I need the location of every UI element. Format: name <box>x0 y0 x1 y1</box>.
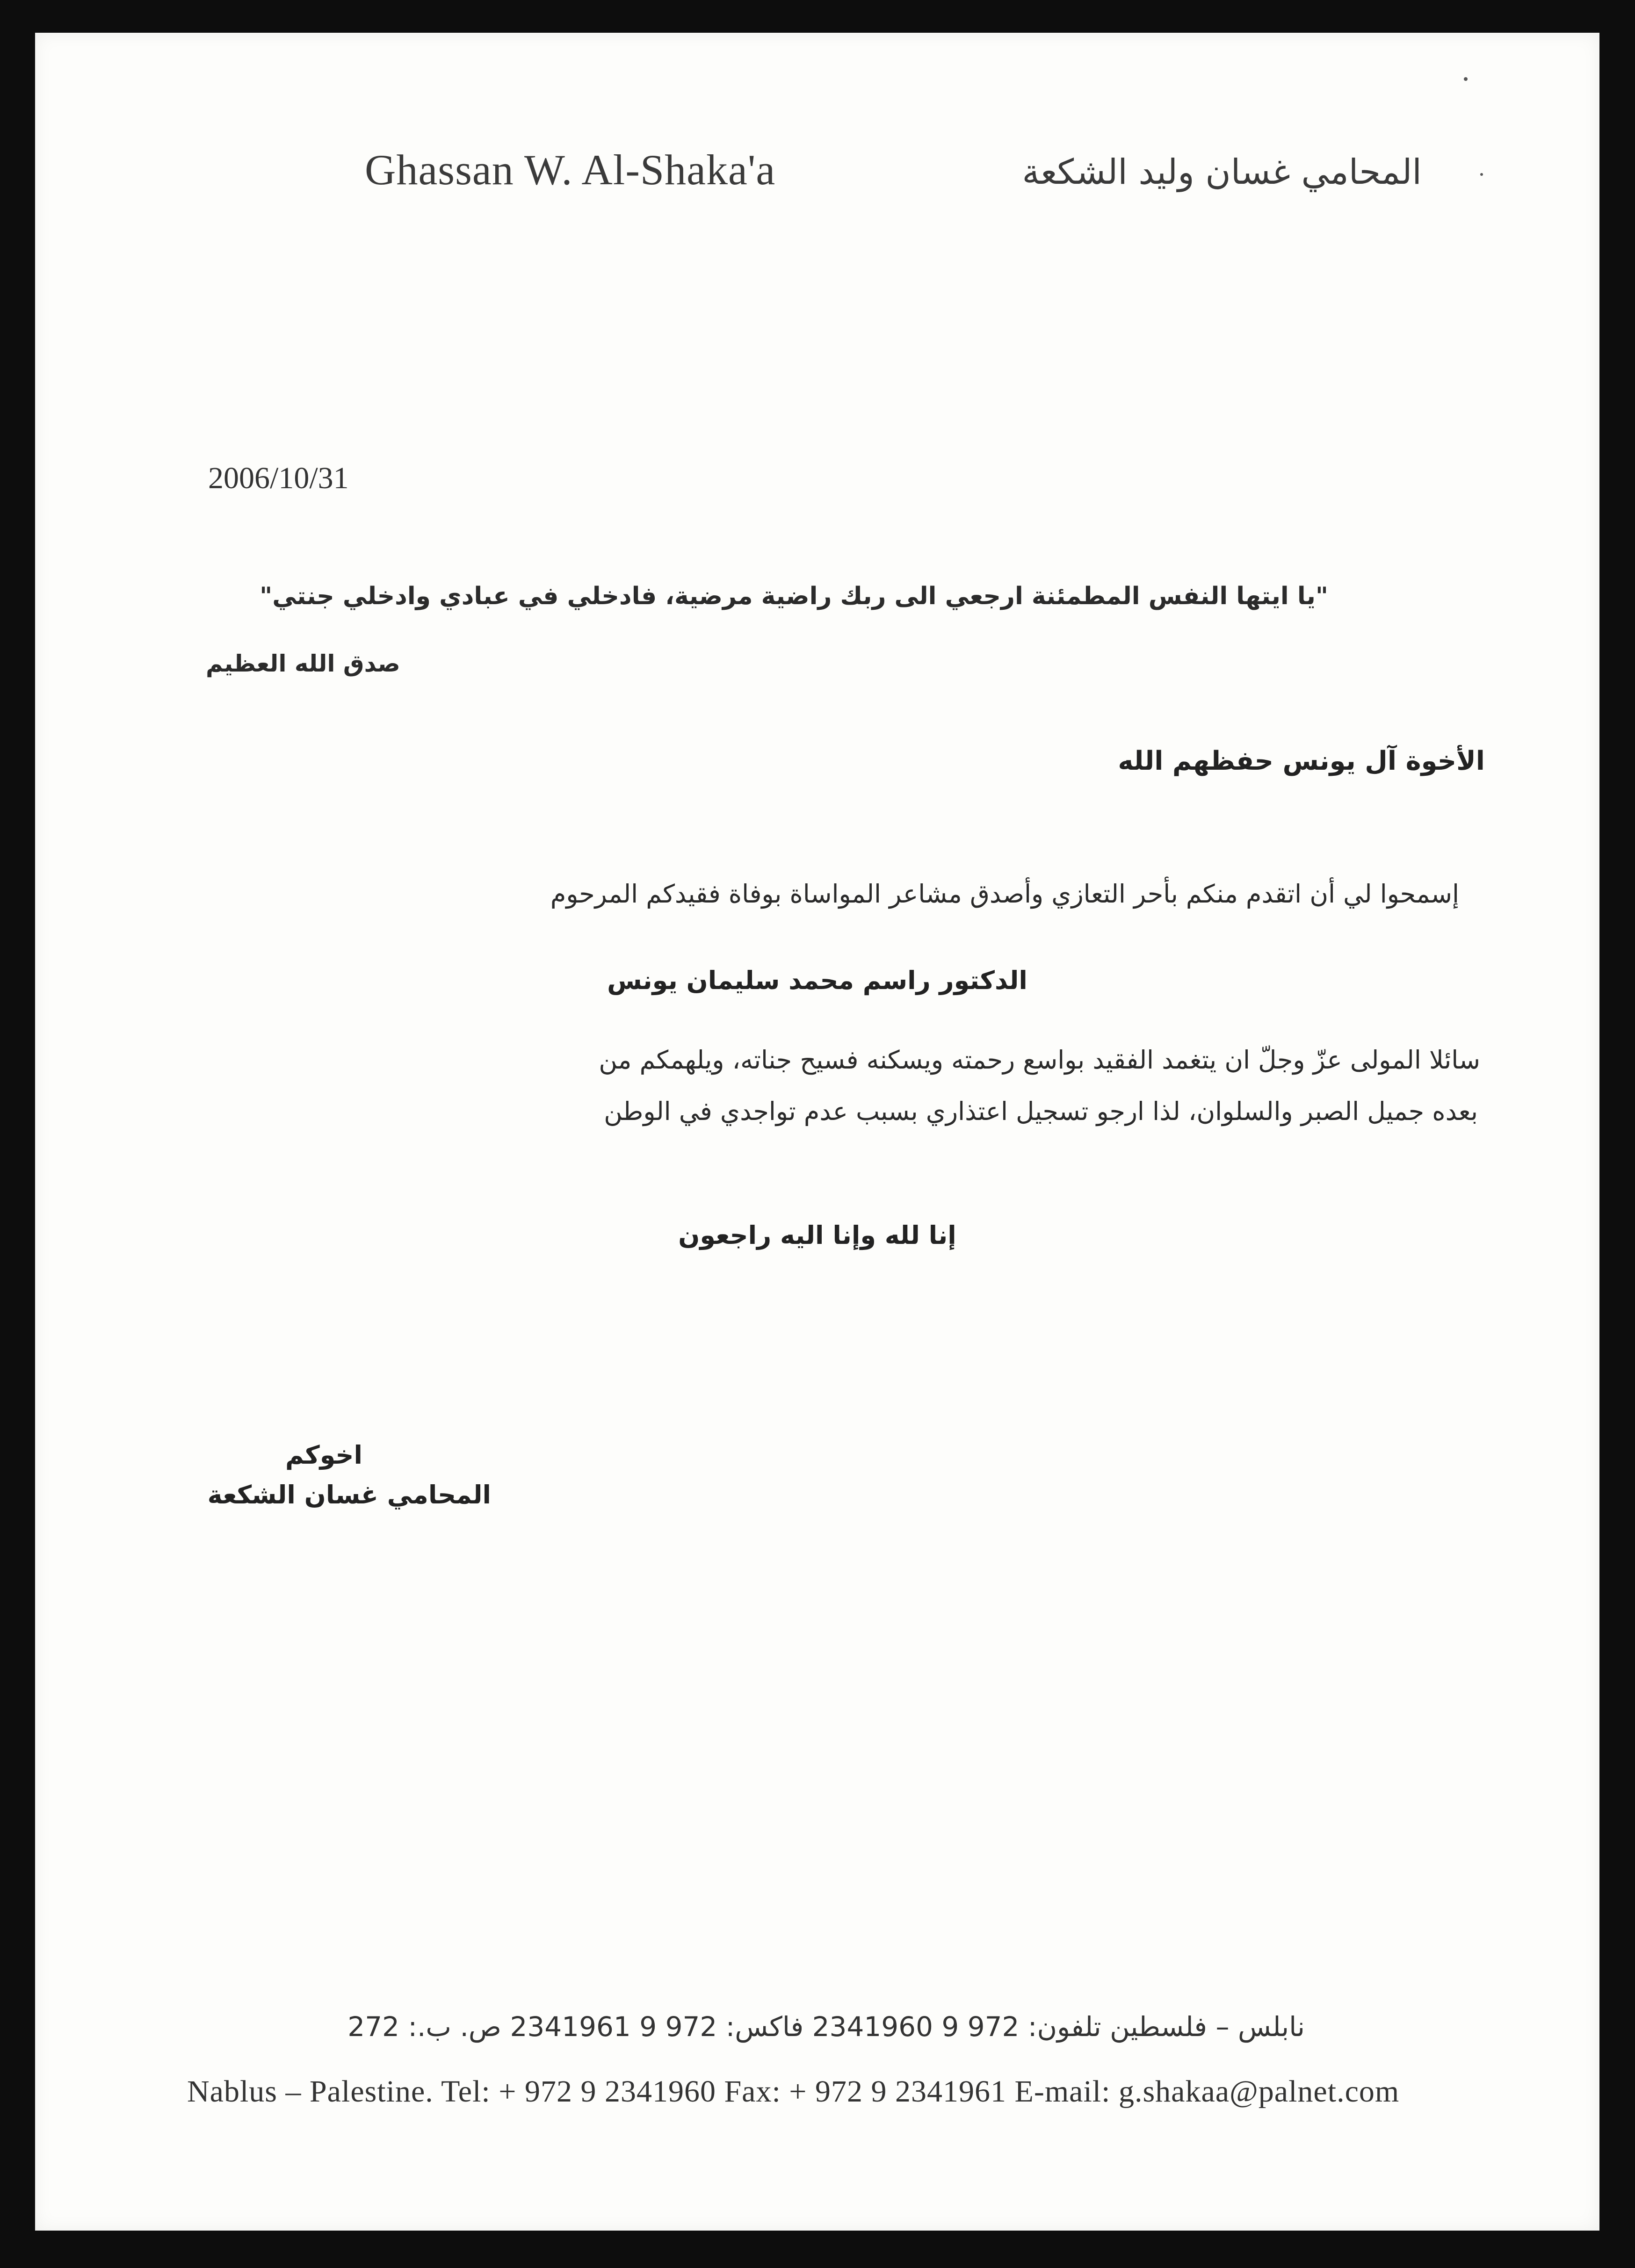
letter-date: 2006/10/31 <box>208 461 349 495</box>
letterhead-name-english: Ghassan W. Al-Shaka'a <box>365 146 776 194</box>
body-paragraph-line-1: إسمحوا لي أن اتقدم منكم بأحر التعازي وأصدق مشاعر المواساة بوفاة فقيدكم المرحوم <box>550 879 1459 909</box>
body-paragraph-line-3: بعده جميل الصبر والسلوان، لذا ارجو تسجيل اعتذاري بسبب عدم تواجدي في الوطن <box>604 1097 1478 1126</box>
paper-speck <box>1480 173 1483 176</box>
letterhead-name-arabic: المحامي غسان وليد الشكعة <box>1022 152 1422 192</box>
footer-contact-english: Nablus – Palestine. Tel: + 972 9 2341960 Fax: + 972 9 2341961 E-mail: g.shakaa@palnet.com <box>187 2074 1400 2109</box>
closing-verse: إنا لله وإنا اليه راجعون <box>678 1221 956 1250</box>
signature-name: المحامي غسان الشكعة <box>207 1480 491 1510</box>
letter-sheet <box>35 33 1599 2231</box>
footer-contact-arabic: نابلس – فلسطين تلفون: 972 9 2341960 فاكس: 972 9 2341961 ص. ب.: 272 <box>347 2011 1305 2043</box>
addressee: الأخوة آل يونس حفظهم الله <box>1118 746 1485 776</box>
paper-speck <box>1464 77 1468 81</box>
deceased-name: الدكتور راسم محمد سليمان يونس <box>607 966 1027 995</box>
quran-verse: "يا ايتها النفس المطمئنة ارجعي الى ربك راضية مرضية، فادخلي في عبادي وادخلي جنتي" <box>260 582 1328 610</box>
body-paragraph-line-2: سائلا المولى عزّ وجلّ ان يتغمد الفقيد بواسع رحمته ويسكنه فسيح جناته، ويلهمكم من <box>599 1045 1480 1075</box>
verse-closing: صدق الله العظيم <box>206 650 400 677</box>
signature-salutation: اخوكم <box>285 1440 362 1470</box>
